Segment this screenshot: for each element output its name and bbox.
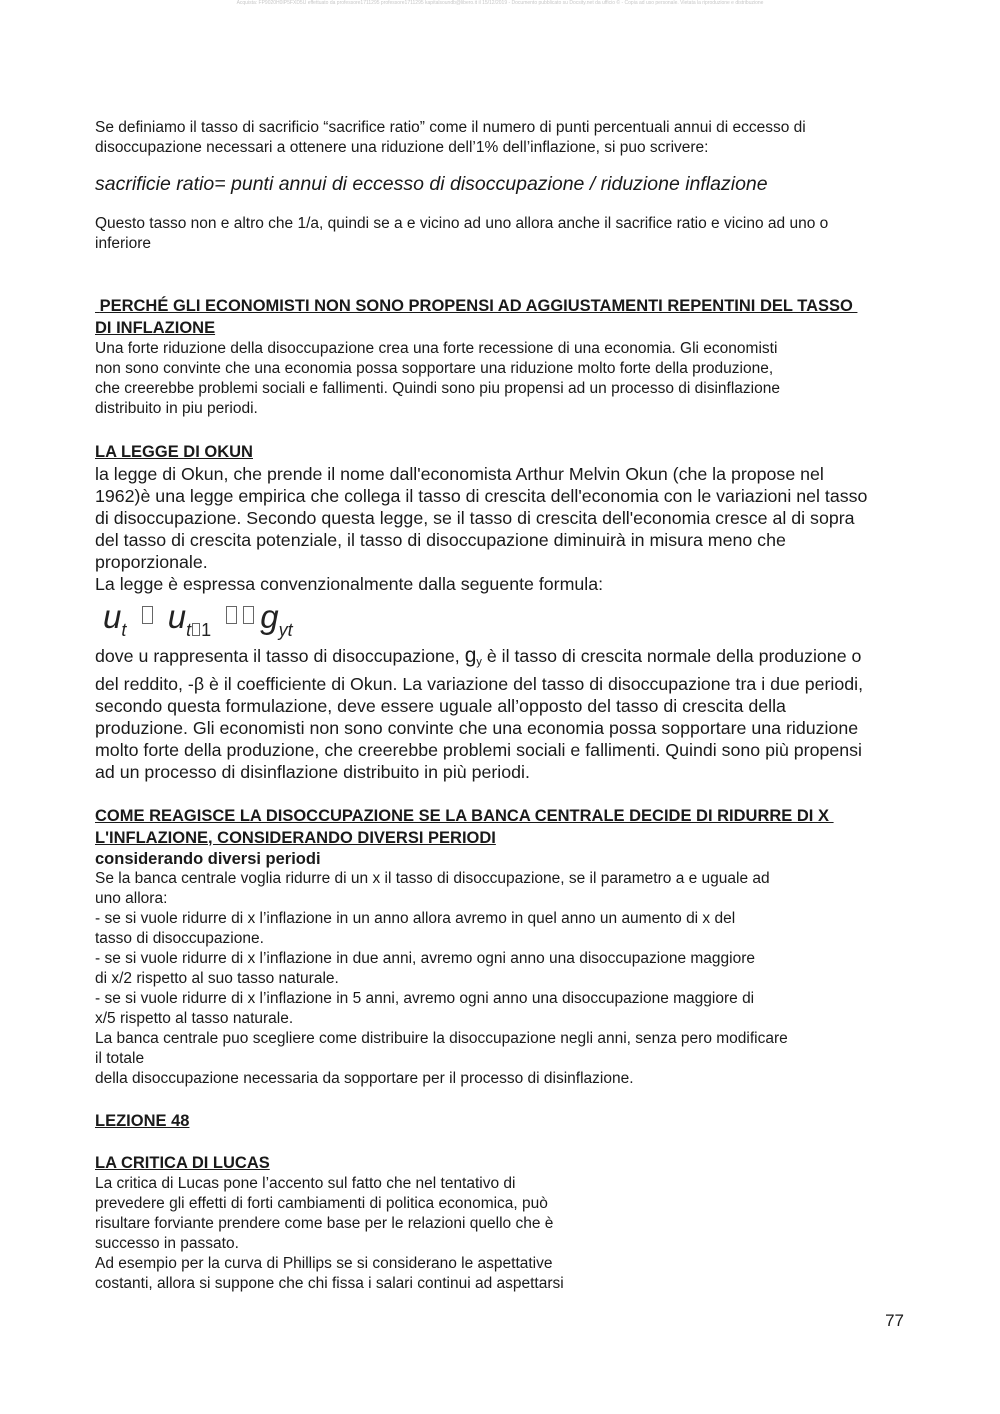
variable-g: g: [464, 644, 477, 667]
text-line: la legge di Okun, che prende il nome dall'economista Arthur Melvin Okun (che la propose nel: [95, 464, 824, 484]
text-fragment: dove u rappresenta il tasso di disoccupazione,: [95, 646, 465, 666]
section-banca-centrale: [95, 805, 910, 1089]
section-heading: COME REAGISCE LA DISOCCUPAZIONE SE LA BANCA CENTRALE DECIDE DI RIDURRE DI X: [95, 807, 834, 825]
intro-paragraph: [95, 118, 910, 158]
text-fragment: è il tasso di crescita normale della produzione o: [481, 646, 862, 666]
missing-glyph-icon: [142, 606, 153, 624]
text-line: costanti, allora si suppone che chi fissa i salari continui ad aspettarsi: [95, 1275, 564, 1292]
okun-formula: [103, 597, 910, 640]
text-line: distribuito in piu periodi.: [95, 400, 258, 417]
missing-glyph-icon: [192, 623, 200, 636]
text-line: della disoccupazione necessaria da sopportare per il processo di disinflazione.: [95, 1070, 634, 1087]
text-line: - se si vuole ridurre di x l’inflazione in due anni, avremo ogni anno una disoccupazione maggiore: [95, 950, 755, 967]
text-line: Ad esempio per la curva di Phillips se si considerano le aspettative: [95, 1255, 553, 1272]
text-line: molto forte della produzione, che creerebbe problemi sociali e fallimenti. Quindi sono più propensi: [95, 740, 862, 760]
text-line: [95, 645, 910, 673]
text-line: che creerebbe problemi sociali e fallimenti. Quindi sono piu propensi ad un processo di disinflazione: [95, 380, 780, 397]
text-line: - se si vuole ridurre di x l’inflazione in un anno allora avremo in quel anno un aumento di x del: [95, 910, 736, 927]
text-line: proporzionale.: [95, 552, 208, 572]
section-heading: LA CRITICA DI LUCAS: [95, 1154, 270, 1172]
formula-sub-t: t: [186, 620, 192, 640]
missing-glyph-icon: [226, 606, 237, 624]
missing-glyph-icon: [243, 606, 254, 624]
sacrifice-ratio-formula: sacrificie ratio= punti annui di eccesso di disoccupazione / riduzione inflazione: [95, 173, 768, 195]
section-okun: [95, 441, 910, 783]
text-line: tasso di disoccupazione.: [95, 930, 264, 947]
text-line: successo in passato.: [95, 1235, 239, 1252]
text-line: di x/2 rispetto al suo tasso naturale.: [95, 970, 339, 987]
formula-sub-one: 1: [201, 620, 212, 640]
formula-sub-yt: yt: [278, 620, 293, 640]
formula-u: u: [167, 598, 187, 635]
section-heading: DI INFLAZIONE: [95, 319, 216, 337]
text-line: risultare forviante prendere come base per le relazioni quello che è: [95, 1215, 554, 1232]
text-line: ad un processo di disinflazione distribuito in più periodi.: [95, 762, 530, 782]
text-line: produzione. Gli economisti non sono convinte che una economia possa sopportare una riduzione: [95, 718, 859, 738]
text-line: Se definiamo il tasso di sacrificio “sacrifice ratio” come il numero di punti percentuali annui di eccesso di: [95, 119, 806, 136]
text-line: non sono convinte che una economia possa sopportare una riduzione molto forte della produzione,: [95, 360, 774, 377]
text-line: La legge è espressa convenzionalmente dalla seguente formula:: [95, 574, 604, 594]
intro-paragraph-2: [95, 214, 910, 254]
text-line: Una forte riduzione della disoccupazione crea una forte recessione di una economia. Gli economisti: [95, 340, 778, 357]
section-subheading: considerando diversi periodi: [95, 850, 321, 868]
text-line: 1962)è una legge empirica che collega il tasso di crescita dell'economia con le variazioni nel tasso: [95, 486, 868, 506]
text-line: del reddito, -β è il coefficiente di Okun. La variazione del tasso di disoccupazione tra i due periodi,: [95, 674, 864, 694]
section-heading: LA LEGGE DI OKUN: [95, 443, 253, 461]
variable-sub-y: y: [476, 656, 482, 668]
text-line: prevedere gli effetti di forti cambiamenti di politica economica, può: [95, 1195, 548, 1212]
section-lucas: [95, 1152, 910, 1294]
text-line: il totale: [95, 1050, 145, 1067]
section-economisti: [95, 295, 910, 419]
text-line: La critica di Lucas pone l’accento sul fatto che nel tentativo di: [95, 1175, 516, 1192]
page-content: [95, 118, 910, 1294]
formula-sub-t: t: [121, 620, 127, 640]
section-heading: PERCHÉ GLI ECONOMISTI NON SONO PROPENSI AD AGGIUSTAMENTI REPENTINI DEL TASSO: [95, 297, 858, 315]
text-line: secondo questa formulazione, deve essere uguale all’opposto del tasso di crescita della: [95, 696, 786, 716]
text-line: Questo tasso non e altro che 1/a, quindi se a e vicino ad uno allora anche il sacrifice ratio e vicino ad uno o: [95, 215, 829, 232]
section-lezione: [95, 1110, 910, 1132]
section-heading: L'INFLAZIONE, CONSIDERANDO DIVERSI PERIODI: [95, 829, 496, 847]
text-line: del tasso di crescita potenziale, il tasso di disoccupazione diminuirà in misura meno che: [95, 530, 786, 550]
text-line: La banca centrale puo scegliere come distribuire la disoccupazione negli anni, senza pero modificare: [95, 1030, 788, 1047]
text-line: - se si vuole ridurre di x l’inflazione in 5 anni, avremo ogni anno una disoccupazione maggiore di: [95, 990, 755, 1007]
formula-g: g: [260, 598, 279, 635]
watermark-text: Acquista: FP9020H0IP5FXD5U effettuato da professore1711295 professore1711295 kapitalsoundb@libero.it il 15/12/2019 - Documento pubblicato su Docsity.net da ufficio © - Copia ad uso personale. Vietata la riproduzione e distribuzione: [236, 0, 764, 6]
page-number: 77: [885, 1311, 904, 1330]
text-line: x/5 rispetto al tasso naturale.: [95, 1010, 294, 1027]
text-line: uno allora:: [95, 890, 168, 907]
text-line: di disoccupazione. Secondo questa legge, se il tasso di crescita dell'economia cresce al di sopra: [95, 508, 855, 528]
text-line: Se la banca centrale voglia ridurre di un x il tasso di disoccupazione, se il parametro a e uguale ad: [95, 870, 770, 887]
text-line: disoccupazione necessari a ottenere una riduzione dell’1% dell’inflazione, si puo scrivere:: [95, 139, 709, 156]
formula-u: u: [103, 598, 122, 635]
text-line: inferiore: [95, 235, 151, 252]
lesson-heading: LEZIONE 48: [95, 1112, 190, 1130]
